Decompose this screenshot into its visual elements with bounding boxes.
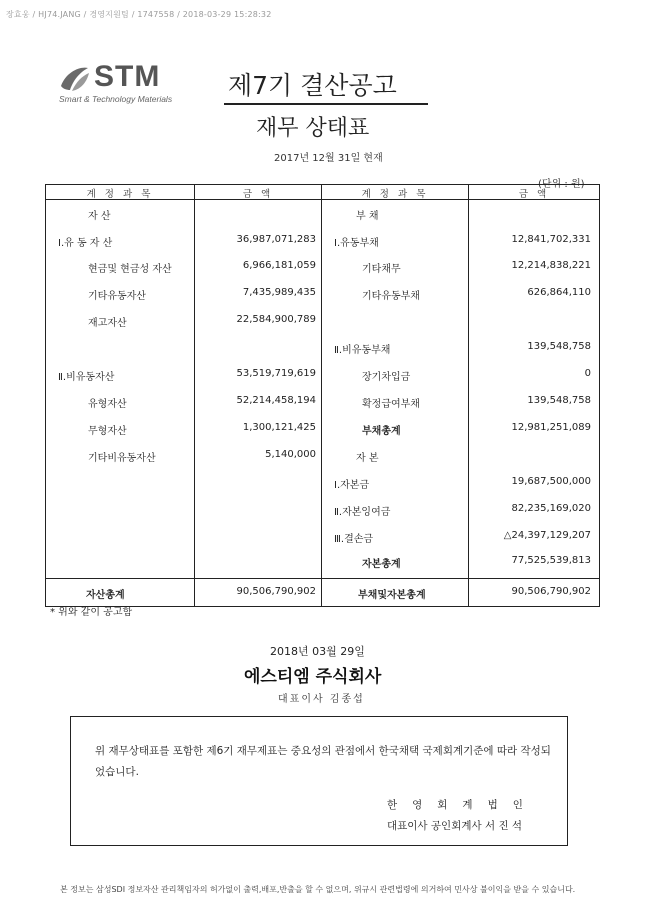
confidentiality-footer: 본 정보는 삼성SDI 정보자산 관리책임자의 허가없이 출력,배포,반출을 할 수 없으며, 위규시 관련법령에 의거하여 민사상 불이익을 받을 수 있습니다.: [60, 885, 576, 894]
total-liabilities-amount: 12,981,251,089: [511, 422, 591, 433]
company-representative: 대표이사 김종섭: [278, 694, 365, 705]
audit-firm: 한영회계법인: [387, 799, 538, 811]
inventory-amount: 22,584,900,789: [236, 314, 316, 325]
tangible-assets-label: 유형자산: [88, 399, 127, 410]
cash-label: 현금및 현금성 자산: [88, 264, 172, 275]
intangible-assets-label: 무형자산: [88, 426, 127, 437]
stm-logo-mark-icon: [58, 64, 90, 94]
notice-note: * 위와 같이 공고함: [50, 607, 133, 618]
noncurrent-assets-label: Ⅱ.비유동자산: [58, 372, 115, 383]
header-right-account: 계 정 과 목: [361, 189, 429, 200]
as-of-date: 2017년 12월 31일 현재: [274, 153, 383, 164]
current-assets-amount: 36,987,071,283: [236, 234, 316, 245]
audit-firm-representative: 대표이사 공인회계사 서 진 석: [387, 820, 523, 832]
other-current-liabilities-amount: 626,864,110: [527, 287, 591, 298]
defined-benefit-liability-label: 확정급여부채: [362, 399, 420, 410]
defined-benefit-liability-amount: 139,548,758: [527, 395, 591, 406]
other-noncurrent-assets-label: 기타비유동자산: [88, 453, 156, 464]
audit-statement: 위 재무상태표를 포함한 제6기 재무제표는 중요성의 관점에서 한국채택 국제회계기준에 따라 작성되었습니다.: [95, 745, 551, 778]
header-right-amount: 금 액: [518, 189, 550, 200]
current-assets-label: Ⅰ.유 동 자 산: [58, 238, 113, 249]
liabilities-heading: 부 채: [356, 211, 379, 222]
total-liabilities-equity-amount: 90,506,790,902: [511, 586, 591, 597]
long-term-borrowings-amount: 0: [584, 368, 591, 379]
logo-name: STM: [94, 60, 161, 93]
total-equity-label: 자본총계: [362, 559, 401, 570]
capital-stock-amount: 19,687,500,000: [511, 476, 591, 487]
noncurrent-assets-amount: 53,519,719,619: [236, 368, 316, 379]
other-current-assets-label: 기타유동자산: [88, 291, 146, 302]
current-liabilities-amount: 12,841,702,331: [511, 234, 591, 245]
intangible-assets-amount: 1,300,121,425: [242, 422, 316, 433]
header-left-amount: 금 액: [242, 189, 274, 200]
total-assets-label: 자산총계: [86, 590, 125, 601]
tangible-assets-amount: 52,214,458,194: [236, 395, 316, 406]
long-term-borrowings-label: 장기차입금: [362, 372, 411, 383]
company-name: 에스티엠 주식회사: [244, 667, 382, 687]
total-equity-amount: 77,525,539,813: [511, 555, 591, 566]
total-liabilities-label: 부채총계: [362, 426, 401, 437]
title-underline: [224, 103, 428, 105]
inventory-label: 재고자산: [88, 318, 127, 329]
equity-heading: 자 본: [356, 453, 379, 464]
audit-opinion-box: [70, 716, 568, 846]
noncurrent-liabilities-amount: 139,548,758: [527, 341, 591, 352]
stm-logo: [58, 60, 208, 108]
currency-unit: (단위 : 원): [538, 179, 585, 190]
cash-amount: 6,966,181,059: [242, 260, 316, 271]
current-liabilities-label: Ⅰ.유동부채: [334, 238, 379, 249]
assets-heading: 자 산: [88, 211, 111, 222]
other-payables-label: 기타채무: [362, 264, 401, 275]
capital-stock-label: Ⅰ.자본금: [334, 480, 370, 491]
logo-tagline: Smart & Technology Materials: [59, 94, 173, 104]
watermark: 장효웅 / HJ74.JANG / 경영지원팀 / 1747558 / 2018-03-29 15:28:32: [6, 10, 272, 19]
other-current-liabilities-label: 기타유동부채: [362, 291, 420, 302]
balance-sheet-table: [45, 184, 600, 607]
total-assets-amount: 90,506,790,902: [236, 586, 316, 597]
header-left-account: 계 정 과 목: [86, 189, 154, 200]
notice-title: 제7기 결산공고: [228, 71, 397, 100]
capital-surplus-label: Ⅱ.자본잉여금: [334, 507, 391, 518]
accumulated-deficit-label: Ⅲ.결손금: [334, 534, 374, 545]
statement-title: 재무 상태표: [256, 116, 370, 141]
total-liabilities-equity-label: 부채및자본총계: [358, 590, 426, 601]
noncurrent-liabilities-label: Ⅱ.비유동부채: [334, 345, 391, 356]
capital-surplus-amount: 82,235,169,020: [511, 503, 591, 514]
accumulated-deficit-amount: △24,397,129,207: [503, 530, 591, 541]
other-payables-amount: 12,214,838,221: [511, 260, 591, 271]
announcement-date: 2018년 03월 29일: [270, 645, 365, 658]
other-noncurrent-assets-amount: 5,140,000: [265, 449, 316, 460]
other-current-assets-amount: 7,435,989,435: [242, 287, 316, 298]
